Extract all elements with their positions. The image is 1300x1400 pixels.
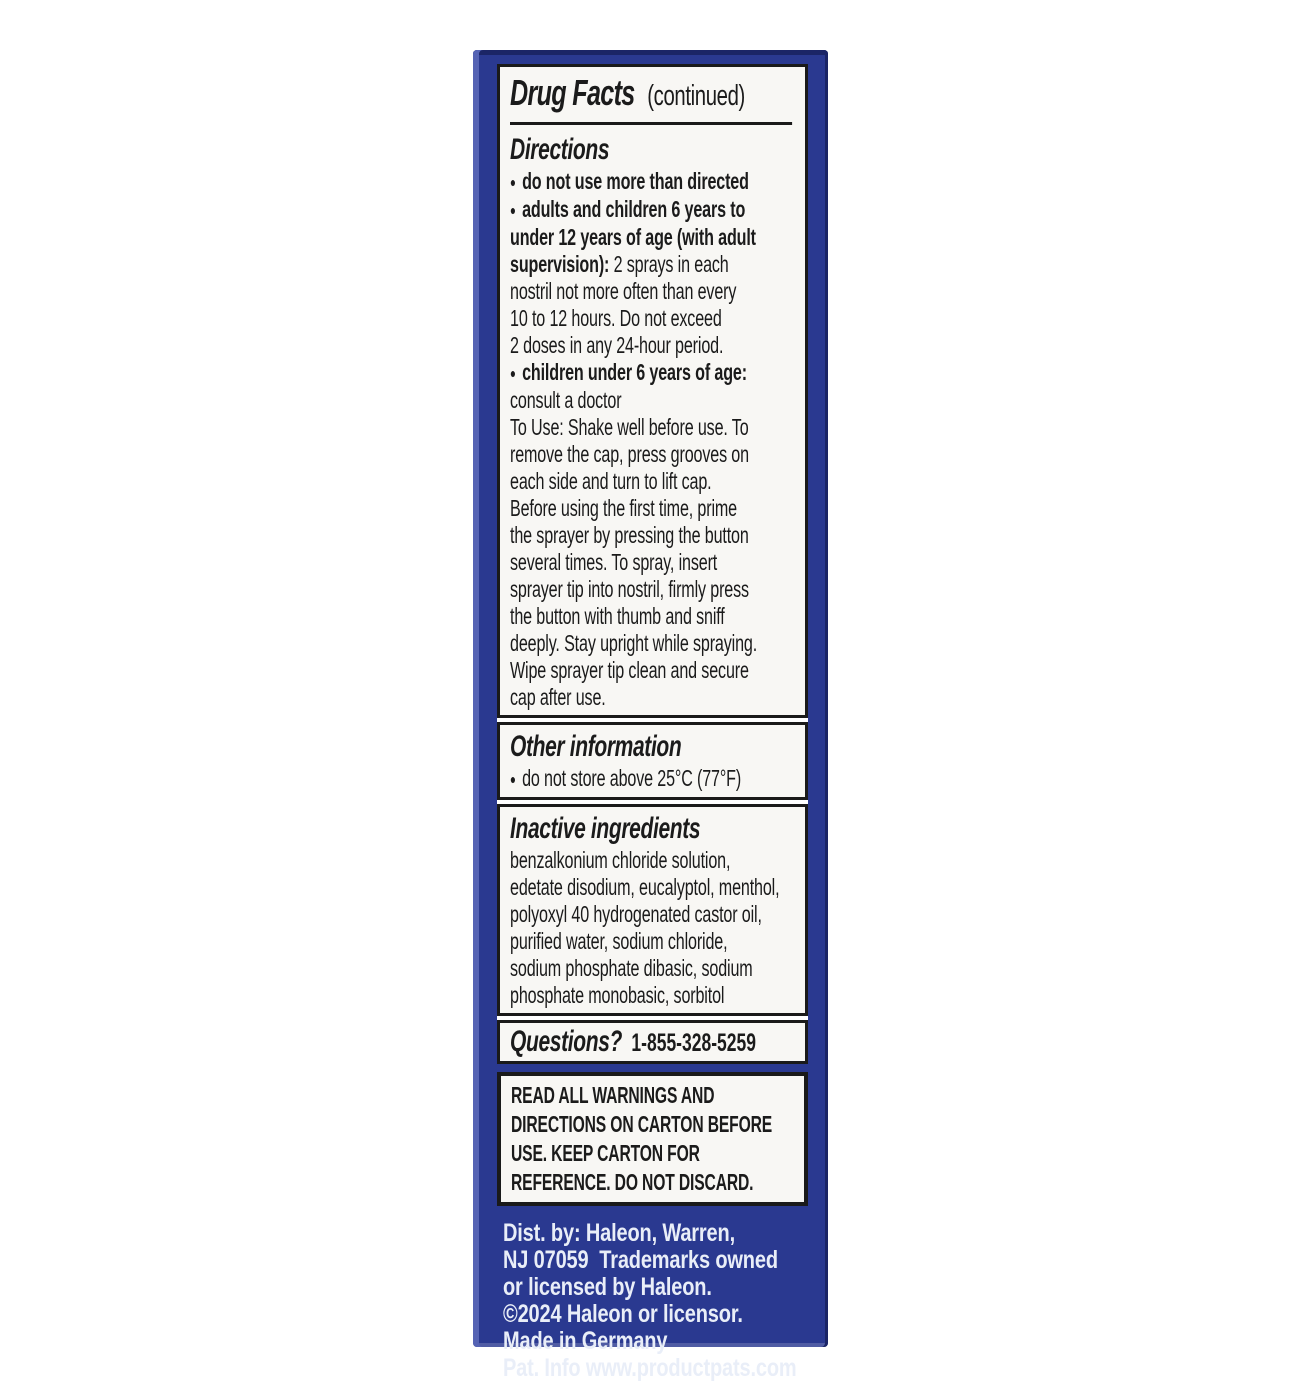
footer-lines (503, 1220, 808, 1382)
drug-facts-header (510, 71, 795, 118)
inactive-ingredients-heading: Inactive ingredients (510, 812, 701, 845)
bullet-icon: ● (510, 174, 516, 190)
bullet-icon: ● (510, 771, 516, 787)
other-information-lines (510, 765, 795, 793)
warning-box (497, 1072, 808, 1206)
text-line: Made in Germany (503, 1327, 668, 1355)
text-line: or licensed by Haleon. (503, 1273, 712, 1301)
bullet-icon: ● (510, 202, 516, 218)
header-rule (510, 122, 792, 125)
text-line: ©2024 Haleon or licensor. (503, 1300, 743, 1328)
text-line: benzalkonium chloride solution, (510, 847, 731, 873)
warning-lines (511, 1081, 794, 1197)
text-line: DIRECTIONS ON CARTON BEFORE (511, 1111, 773, 1137)
text-line: ● children under 6 years of age: (510, 359, 747, 385)
section-other-information (497, 722, 808, 800)
text-line: each side and turn to lift cap. (510, 468, 712, 494)
distributor-footer (503, 1220, 808, 1382)
text-line: ● do not use more than directed (510, 168, 749, 194)
questions-heading: Questions? (510, 1025, 623, 1058)
text-line: Dist. by: Haleon, Warren, (503, 1219, 735, 1247)
continued-label: (continued) (647, 80, 745, 112)
text-line: purified water, sodium chloride, (510, 928, 728, 954)
text-line: 10 to 12 hours. Do not exceed (510, 305, 722, 331)
text-line: 2 doses in any 24-hour period. (510, 332, 724, 358)
text-line: ● adults and children 6 years to (510, 196, 746, 222)
drug-facts-panel (473, 50, 828, 1382)
drug-facts-label (497, 64, 808, 1064)
inactive-ingredients-lines (510, 847, 795, 1009)
text-line: ● do not store above 25°C (77°F) (510, 765, 742, 791)
questions-row (510, 1024, 795, 1060)
text-line: sprayer tip into nostril, firmly press (510, 576, 749, 602)
text-line: USE. KEEP CARTON FOR (511, 1140, 700, 1166)
text-line: supervision): 2 sprays in each (510, 251, 729, 277)
text-line: Wipe sprayer tip clean and secure (510, 657, 749, 683)
section-header-and-directions (497, 64, 808, 718)
text-line: edetate disodium, eucalyptol, menthol, (510, 874, 780, 900)
text-line: several times. To spray, insert (510, 549, 718, 575)
section-questions (497, 1020, 808, 1064)
other-information-heading: Other information (510, 730, 682, 763)
text-line: cap after use. (510, 684, 606, 710)
text-line: under 12 years of age (with adult (510, 224, 756, 250)
text-line: Pat. Info www.productpats.com (503, 1354, 797, 1382)
bullet-icon: ● (510, 365, 516, 381)
text-line: consult a doctor (510, 387, 622, 413)
questions-phone: 1-855-328-5259 (631, 1029, 756, 1057)
text-line: REFERENCE. DO NOT DISCARD. (511, 1169, 754, 1195)
text-line: To Use: Shake well before use. To (510, 414, 749, 440)
text-line: phosphate monobasic, sorbitol (510, 982, 725, 1008)
text-line: sodium phosphate dibasic, sodium (510, 955, 753, 981)
text-line: nostril not more often than every (510, 278, 737, 304)
directions-lines (510, 168, 795, 711)
text-line: NJ 07059 Trademarks owned (503, 1246, 778, 1274)
text-line: polyoxyl 40 hydrogenated castor oil, (510, 901, 762, 927)
section-inactive-ingredients (497, 804, 808, 1016)
text-line: the button with thumb and sniff (510, 603, 725, 629)
text-line: the sprayer by pressing the button (510, 522, 749, 548)
text-line: Before using the first time, prime (510, 495, 737, 521)
text-line: READ ALL WARNINGS AND (511, 1082, 715, 1108)
directions-heading: Directions (510, 133, 610, 166)
drug-facts-title: Drug Facts (510, 72, 635, 113)
text-line: remove the cap, press grooves on (510, 441, 749, 467)
text-line: deeply. Stay upright while spraying. (510, 630, 758, 656)
